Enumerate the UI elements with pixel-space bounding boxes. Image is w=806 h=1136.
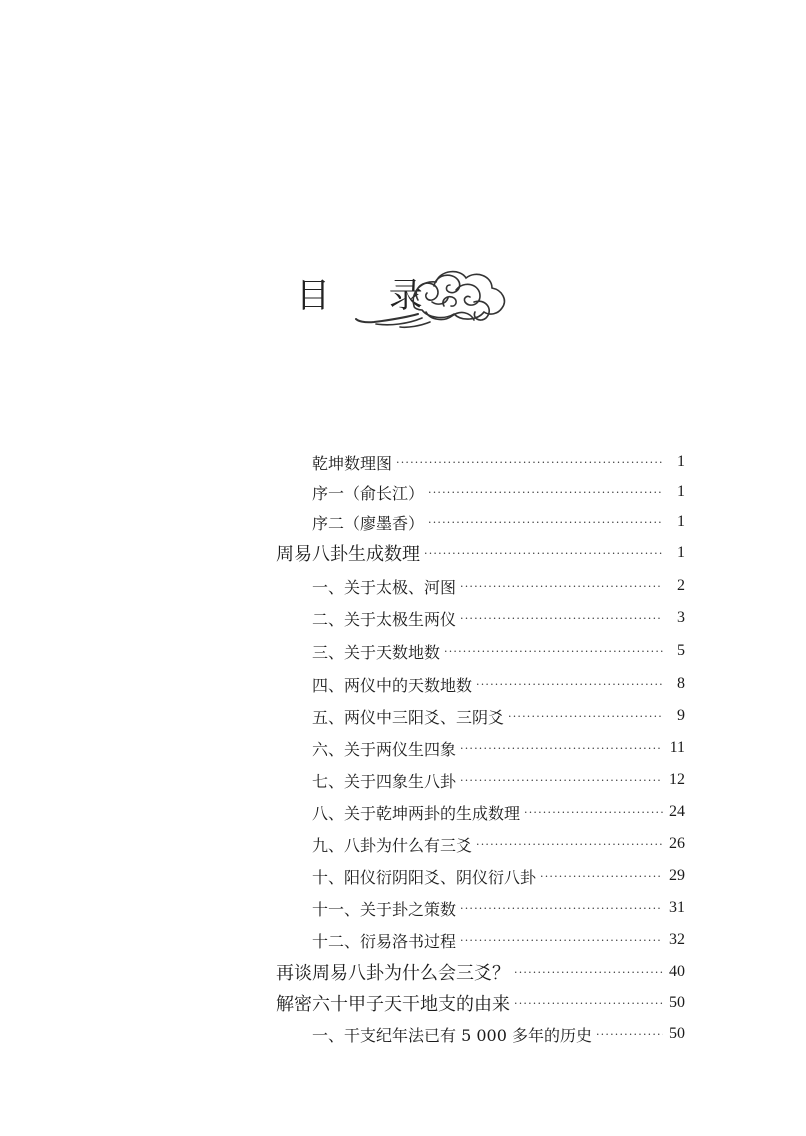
leader-dots	[514, 997, 663, 1010]
leader-dots	[596, 1028, 663, 1041]
toc-page-number: 8	[677, 675, 685, 692]
toc-entry[interactable]	[276, 957, 685, 987]
leader-dots	[460, 774, 663, 787]
toc-page-number: 40	[669, 963, 685, 980]
toc-page-number: 11	[669, 739, 685, 756]
toc-entry[interactable]	[312, 765, 685, 795]
toc-entry-title: 七、关于四象生八卦	[312, 771, 457, 791]
toc-entry[interactable]	[312, 447, 685, 477]
leader-dots	[444, 645, 663, 658]
leader-dots	[508, 710, 663, 723]
toc-entry-title: 四、两仪中的天数地数	[312, 675, 473, 695]
toc-page-number: 50	[669, 1025, 685, 1042]
toc-entry[interactable]	[312, 925, 685, 955]
toc-page-number: 32	[669, 931, 685, 948]
leader-dots	[476, 838, 663, 851]
toc-page-number: 1	[677, 513, 685, 530]
toc-entry-title: 六、关于两仪生四象	[312, 739, 457, 759]
leader-dots	[460, 934, 663, 947]
toc-entry[interactable]	[312, 701, 685, 731]
toc-heading	[296, 262, 526, 342]
toc-page-number: 26	[669, 835, 685, 852]
toc-entry-title: 序二（廖墨香）	[312, 513, 425, 533]
leader-dots	[524, 806, 663, 819]
leader-dots	[460, 742, 663, 755]
toc-entry-title: 一、干支纪年法已有 5 000 多年的历史	[312, 1025, 592, 1045]
leader-dots	[428, 516, 663, 529]
leader-dots	[396, 456, 663, 469]
leader-dots	[460, 612, 663, 625]
toc-page-number: 50	[669, 994, 685, 1011]
toc-page-number: 1	[677, 453, 685, 470]
toc-entry-title: 序一（俞长江）	[312, 483, 425, 503]
toc-entry[interactable]	[276, 538, 685, 568]
toc-page-number: 1	[677, 544, 685, 561]
toc-entry-title: 乾坤数理图	[312, 453, 393, 473]
toc-entry-title: 二、关于太极生两仪	[312, 609, 457, 629]
toc-entry[interactable]	[312, 571, 685, 601]
toc-entry[interactable]	[312, 507, 685, 537]
toc-page-number: 5	[677, 642, 685, 659]
toc-entry[interactable]	[276, 988, 685, 1018]
toc-entry-title: 八、关于乾坤两卦的生成数理	[312, 803, 521, 823]
toc-page-number: 9	[677, 707, 685, 724]
toc-entry[interactable]	[312, 1019, 685, 1049]
toc-page-number: 1	[677, 483, 685, 500]
toc-entry[interactable]	[312, 861, 685, 891]
toc-page-number: 2	[677, 577, 685, 594]
toc-entry-title: 周易八卦生成数理	[276, 544, 420, 565]
page-title: 目 录	[296, 276, 447, 316]
toc-entry[interactable]	[312, 733, 685, 763]
toc-entry[interactable]	[312, 669, 685, 699]
toc-entry[interactable]	[312, 893, 685, 923]
toc-entry-title: 解密六十甲子天干地支的由来	[276, 994, 510, 1015]
toc-entry-title: 再谈周易八卦为什么会三爻？	[276, 963, 510, 984]
auspicious-cloud-ornament	[348, 262, 528, 338]
toc-entry-title: 九、八卦为什么有三爻	[312, 835, 473, 855]
leader-dots	[476, 678, 663, 691]
toc-entry-title: 十一、关于卦之策数	[312, 899, 457, 919]
toc-entry[interactable]	[312, 797, 685, 827]
toc-entry[interactable]	[312, 603, 685, 633]
leader-dots	[460, 580, 663, 593]
leader-dots	[460, 902, 663, 915]
toc-entry[interactable]	[312, 829, 685, 859]
toc-page-number: 24	[669, 803, 685, 820]
toc-page-number: 3	[677, 609, 685, 626]
leader-dots	[424, 547, 663, 560]
toc-entry-title: 五、两仪中三阳爻、三阴爻	[312, 707, 505, 727]
toc-entry-title: 十、阳仪衍阴阳爻、阴仪衍八卦	[312, 867, 537, 887]
toc-entry-title: 三、关于天数地数	[312, 642, 441, 662]
toc-entry[interactable]	[312, 636, 685, 666]
toc-entry-title: 十二、衍易洛书过程	[312, 931, 457, 951]
toc-page-number: 31	[669, 899, 685, 916]
toc-page-number: 29	[669, 867, 685, 884]
leader-dots	[514, 966, 663, 979]
toc-entry-title: 一、关于太极、河图	[312, 577, 457, 597]
leader-dots	[540, 870, 663, 883]
toc-page-number: 12	[669, 771, 685, 788]
leader-dots	[428, 486, 663, 499]
toc-entry[interactable]	[312, 477, 685, 507]
